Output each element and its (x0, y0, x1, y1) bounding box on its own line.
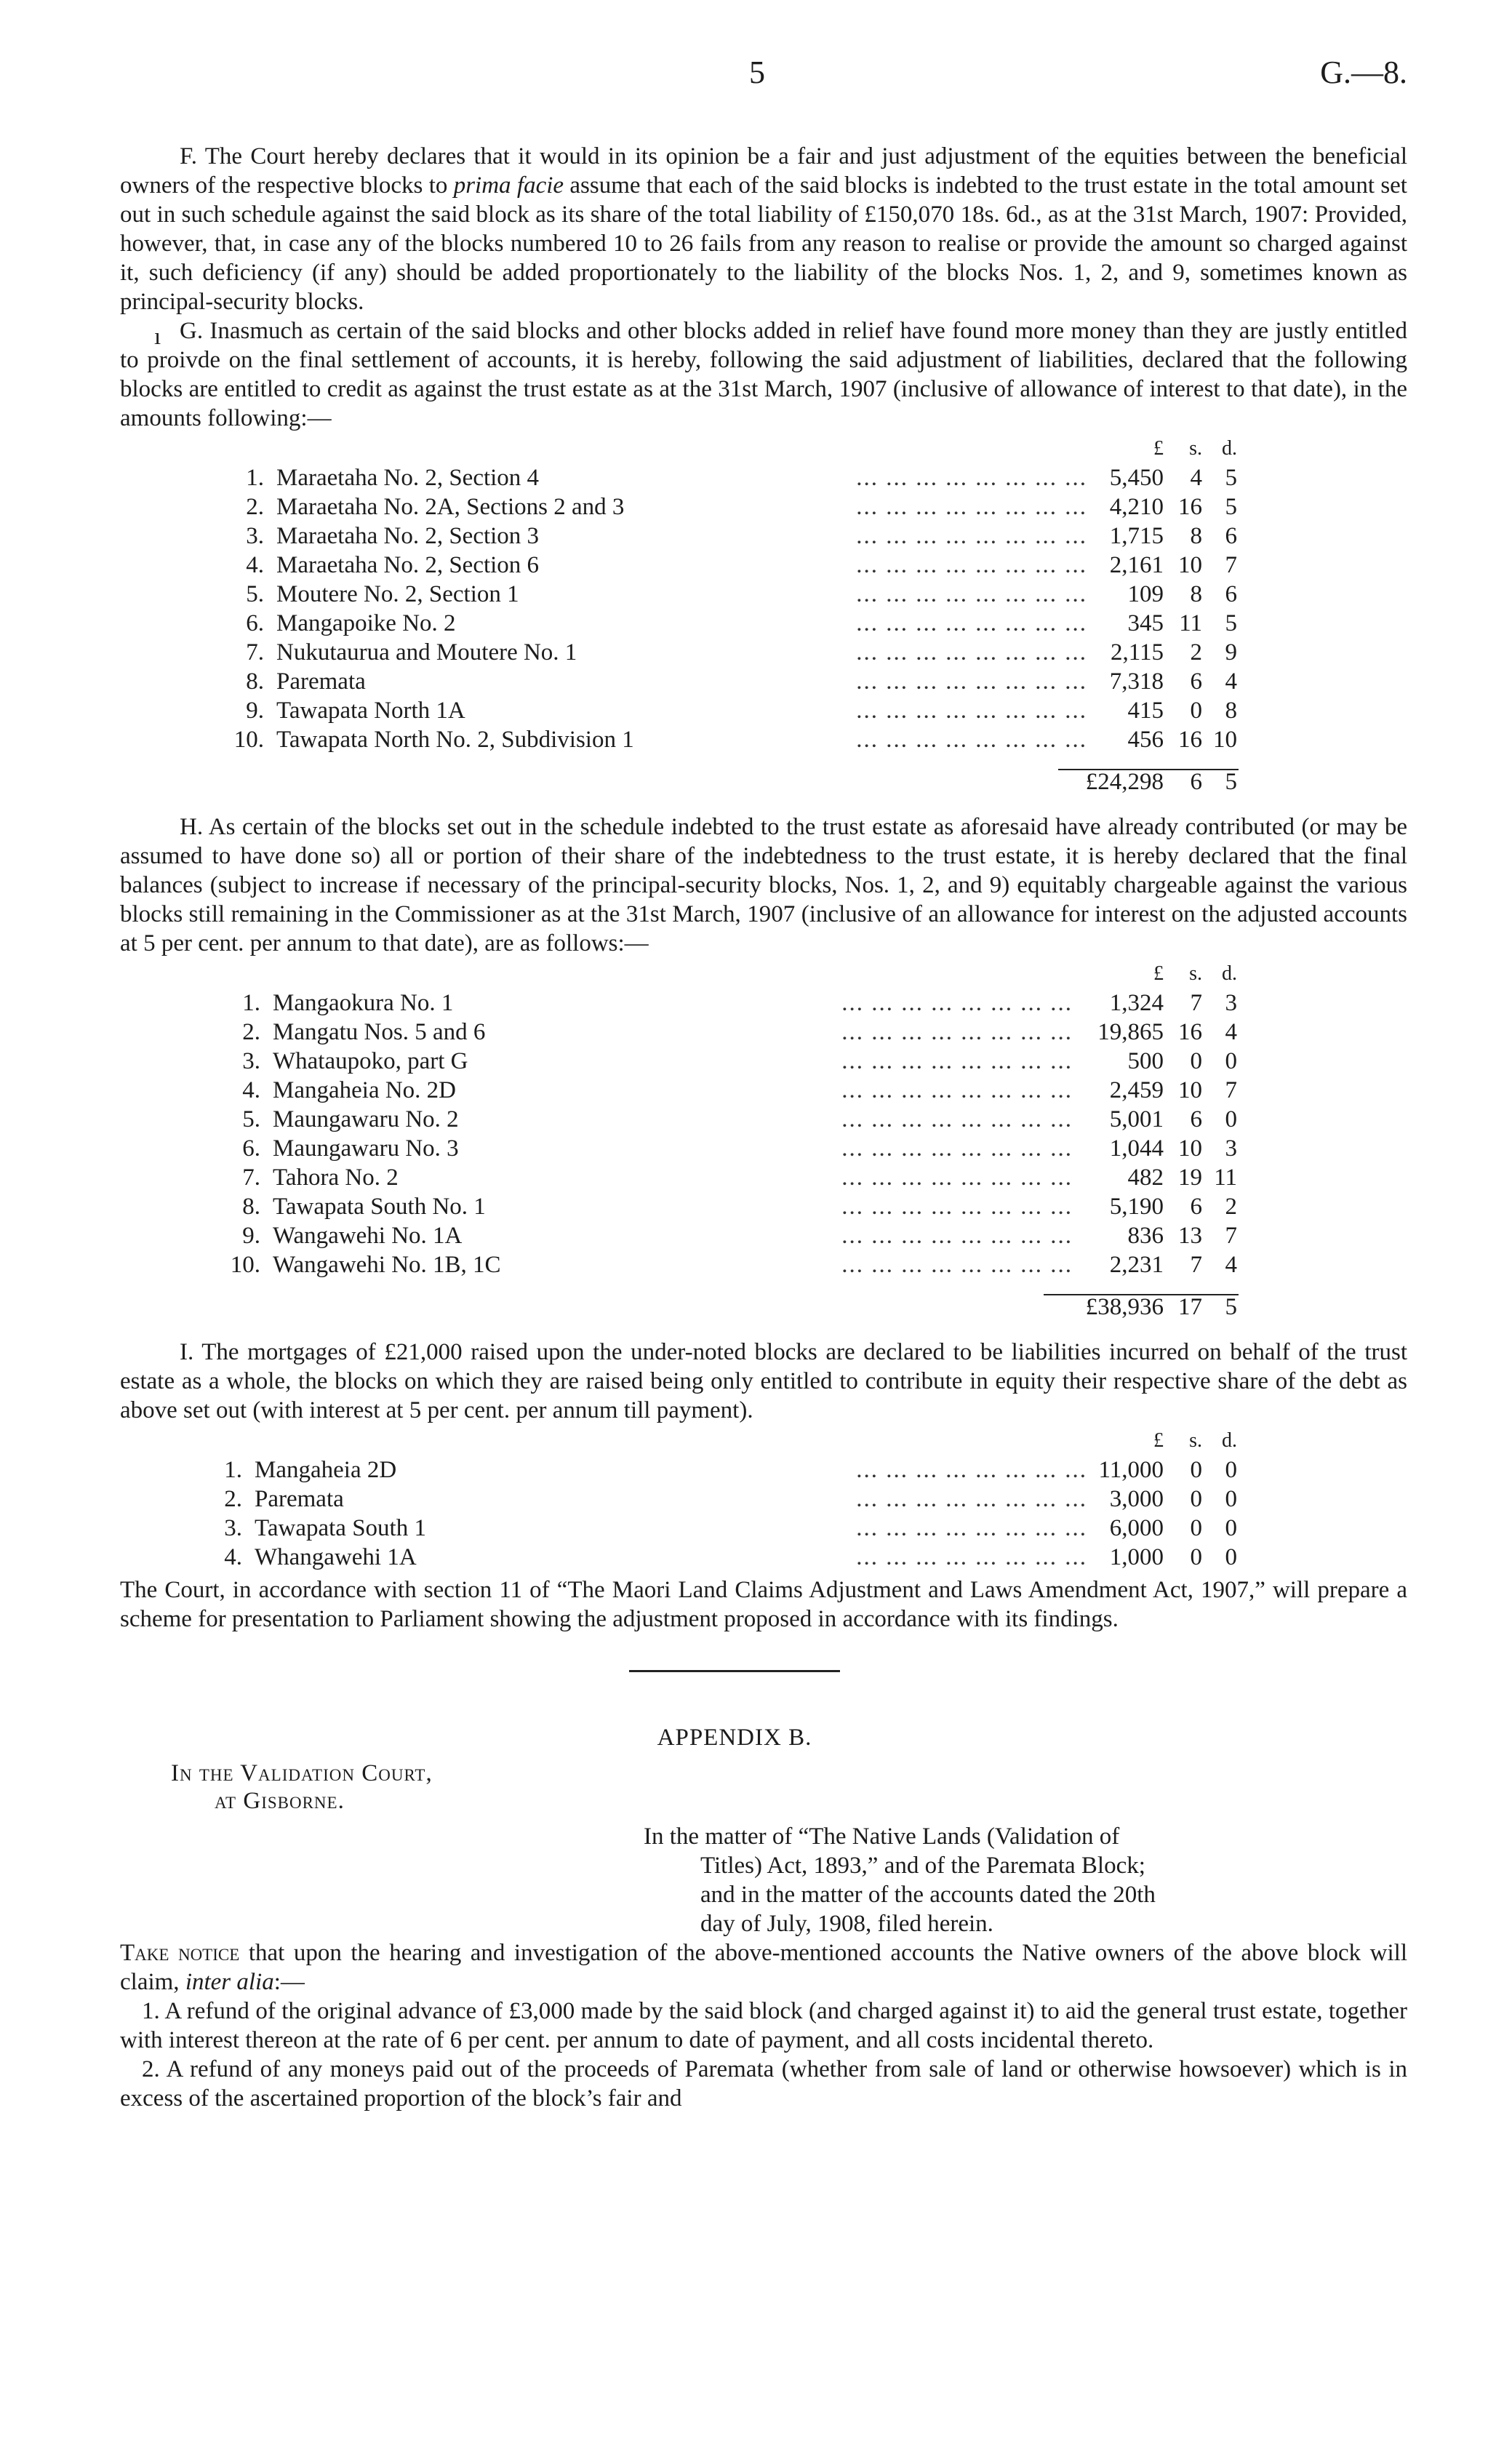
block-name: Wangawehi No. 1B, 1C (273, 1252, 501, 1278)
pounds-value: 5,450 (1109, 465, 1164, 491)
leader-dots: ... ... ... ... ... ... ... ... (841, 1252, 1073, 1278)
pence-value: 4 (1225, 1019, 1237, 1045)
shillings-value: 6 (1190, 1194, 1202, 1220)
row-number: 5. (246, 581, 264, 607)
row-number: 4. (246, 552, 264, 578)
shillings-header: s. (1189, 1429, 1202, 1452)
shillings-value: 0 (1190, 1515, 1202, 1541)
row-number: 2. (224, 1486, 242, 1512)
table-row (120, 1018, 1407, 1047)
pounds-value: 4,210 (1109, 494, 1164, 520)
pence-value: 5 (1225, 610, 1237, 636)
row-number: 2. (246, 494, 264, 520)
document-page (120, 55, 1407, 2113)
row-number: 8. (246, 668, 264, 695)
pounds-value: 1,324 (1109, 990, 1164, 1016)
matter-line-4: day of July, 1908, filed herein. (700, 1911, 993, 1937)
pounds-value: 415 (1127, 698, 1164, 724)
leader-dots: ... ... ... ... ... ... ... ... (841, 1194, 1073, 1220)
row-number: 6. (246, 610, 264, 636)
pounds-header: £ (1153, 962, 1164, 985)
table-row (120, 522, 1407, 551)
pence-value: 0 (1225, 1048, 1237, 1074)
row-number: 8. (242, 1194, 260, 1220)
leader-dots: ... ... ... ... ... ... ... ... (841, 1077, 1073, 1103)
pounds-value: 1,044 (1109, 1135, 1164, 1162)
block-name: Maungawaru No. 3 (273, 1135, 459, 1162)
credit-table (120, 434, 1407, 812)
pence-header: d. (1222, 437, 1237, 460)
currency-header-row (120, 434, 1407, 463)
shillings-value: 10 (1178, 1135, 1202, 1162)
total-pence: 5 (1225, 1294, 1237, 1320)
row-number: 4. (242, 1077, 260, 1103)
pounds-value: 109 (1127, 581, 1164, 607)
shillings-value: 6 (1190, 1106, 1202, 1132)
total-row (120, 767, 1407, 796)
block-name: Mangaokura No. 1 (273, 990, 454, 1016)
row-number: 9. (246, 698, 264, 724)
pence-value: 0 (1225, 1457, 1237, 1483)
pence-value: 3 (1225, 1135, 1237, 1162)
row-number: 1. (246, 465, 264, 491)
table-row (120, 988, 1407, 1018)
pounds-value: 5,001 (1109, 1106, 1164, 1132)
pence-value: 4 (1225, 1252, 1237, 1278)
pence-value: 9 (1225, 639, 1237, 666)
row-number: 1. (224, 1457, 242, 1483)
leader-dots: ... ... ... ... ... ... ... ... (841, 990, 1073, 1016)
matter-line-2: Titles) Act, 1893,” and of the Paremata Block; (700, 1853, 1145, 1879)
pounds-value: 2,115 (1110, 639, 1164, 666)
block-name: Maraetaha No. 2, Section 4 (276, 465, 540, 491)
leader-dots: ... ... ... ... ... ... ... ... (856, 1515, 1087, 1541)
pence-value: 7 (1225, 1223, 1237, 1249)
table-row (120, 725, 1407, 754)
pounds-header: £ (1153, 437, 1164, 460)
pence-value: 6 (1225, 523, 1237, 549)
row-number: 1. (242, 990, 260, 1016)
shillings-value: 13 (1178, 1223, 1202, 1249)
block-name: Tawapata South 1 (255, 1515, 426, 1541)
leader-dots: ... ... ... ... ... ... ... ... (856, 523, 1087, 549)
block-name: Mangapoike No. 2 (276, 610, 456, 636)
block-name: Mangaheia No. 2D (273, 1077, 457, 1103)
page-header (120, 55, 1407, 100)
pounds-value: 456 (1127, 727, 1164, 753)
row-number: 4. (224, 1544, 242, 1570)
block-name: Tahora No. 2 (273, 1164, 399, 1191)
pence-value: 4 (1225, 668, 1237, 695)
pounds-value: 1,715 (1109, 523, 1164, 549)
shillings-value: 7 (1190, 990, 1202, 1016)
row-number: 7. (246, 639, 264, 666)
block-name: Tawapata North No. 2, Subdivision 1 (276, 727, 634, 753)
table-row (120, 1514, 1407, 1543)
matter-heading (644, 1822, 1407, 1938)
pounds-value: 11,000 (1098, 1457, 1164, 1483)
leader-dots: ... ... ... ... ... ... ... ... (841, 1019, 1073, 1045)
shillings-value: 16 (1178, 727, 1202, 753)
leader-dots: ... ... ... ... ... ... ... ... (856, 1544, 1087, 1570)
pounds-value: 1,000 (1109, 1544, 1164, 1570)
leader-dots: ... ... ... ... ... ... ... ... (841, 1106, 1073, 1132)
pence-value: 0 (1225, 1515, 1237, 1541)
pounds-value: 3,000 (1109, 1486, 1164, 1512)
table-row (120, 1134, 1407, 1163)
leader-dots: ... ... ... ... ... ... ... ... (856, 552, 1087, 578)
block-name: Maraetaha No. 2, Section 3 (276, 523, 540, 549)
block-name: Whangawehi 1A (255, 1544, 417, 1570)
total-shillings: 17 (1178, 1294, 1202, 1320)
shillings-value: 0 (1190, 1544, 1202, 1570)
pence-value: 7 (1225, 552, 1237, 578)
table-row (120, 1105, 1407, 1134)
row-number: 5. (242, 1106, 260, 1132)
total-row (120, 1293, 1407, 1322)
row-number: 6. (242, 1135, 260, 1162)
document-series: G.—8. (1320, 55, 1407, 90)
block-name: Maraetaha No. 2, Section 6 (276, 552, 540, 578)
pence-value: 5 (1225, 494, 1237, 520)
leader-dots: ... ... ... ... ... ... ... ... (856, 639, 1087, 666)
table-row (120, 609, 1407, 638)
total-pounds: £24,298 (1085, 769, 1164, 795)
block-name: Maungawaru No. 2 (273, 1106, 459, 1132)
row-number: 3. (242, 1048, 260, 1074)
table-row (120, 1221, 1407, 1250)
pence-value: 0 (1225, 1486, 1237, 1512)
block-name: Tawapata North 1A (276, 698, 465, 724)
block-name: Whataupoko, part G (273, 1048, 468, 1074)
table-row (120, 667, 1407, 696)
mortgages-table (120, 1426, 1407, 1575)
block-name: Tawapata South No. 1 (273, 1194, 486, 1220)
shillings-value: 4 (1190, 465, 1202, 491)
matter-line-3: and in the matter of the accounts dated the 20th (700, 1882, 1156, 1908)
court-name: In the Validation Court, (171, 1760, 433, 1786)
leader-dots: ... ... ... ... ... ... ... ... (841, 1048, 1073, 1074)
leader-dots: ... ... ... ... ... ... ... ... (856, 581, 1087, 607)
shillings-header: s. (1189, 437, 1202, 460)
pounds-header: £ (1153, 1429, 1164, 1452)
page-number: 5 (749, 55, 765, 90)
pounds-value: 500 (1127, 1048, 1164, 1074)
shillings-value: 10 (1178, 1077, 1202, 1103)
table-row (120, 696, 1407, 725)
pence-value: 0 (1225, 1544, 1237, 1570)
leader-dots: ... ... ... ... ... ... ... ... (856, 465, 1087, 491)
block-name: Paremata (276, 668, 366, 695)
paragraph-i: I. The mortgages of £21,000 raised upon the under-noted blocks are declared to be liabilities incurred on behalf of the trust estate as a whole, the blocks on which they are raised being only entitled to contribute in equity their respective share of the debt as above set out (with interest at 5 per cent. per annum till payment). (120, 1339, 1407, 1423)
pounds-value: 2,231 (1109, 1252, 1164, 1278)
total-shillings: 6 (1190, 769, 1202, 795)
block-name: Moutere No. 2, Section 1 (276, 581, 519, 607)
table-row (120, 1192, 1407, 1221)
shillings-value: 8 (1190, 523, 1202, 549)
pounds-value: 345 (1127, 610, 1164, 636)
claim-item-1: 1. A refund of the original advance of £3,000 made by the said block (and charged against it) to aid the general trust estate, together with interest thereon at the rate of 6 per cent. per annum to date of payment, and all costs incidental thereto. (120, 1998, 1407, 2053)
table-row (120, 1455, 1407, 1485)
table-row (120, 1076, 1407, 1105)
balances-table (120, 959, 1407, 1338)
pounds-value: 2,459 (1109, 1077, 1164, 1103)
row-number: 9. (242, 1223, 260, 1249)
row-number: 3. (246, 523, 264, 549)
block-name: Wangawehi No. 1A (273, 1223, 463, 1249)
total-spacer (120, 754, 1407, 767)
leader-dots: ... ... ... ... ... ... ... ... (856, 727, 1087, 753)
court-heading (171, 1759, 1407, 1815)
notice-paragraph: Take notice that upon the hearing and investigation of the above-mentioned accounts the Native owners of the above block will claim, inter alia:— (120, 1940, 1408, 1995)
paragraph-h: H. As certain of the blocks set out in the schedule indebted to the trust estate as aforesaid have already contributed (or may be assumed to have done so) all or portion of their share of the indebtedness to the trust estate, it is hereby declared that the final balances (subject to increase if necessary of the principal-security blocks, Nos. 1, 2, and 9) equitably chargeable against the various blocks still remaining in the Commissioner as at the 31st March, 1907 (inclusive of an allowance for interest on the adjusted accounts at 5 per cent. per annum to that date), are as follows:— (120, 814, 1407, 956)
row-number: 3. (224, 1515, 242, 1541)
pounds-value: 6,000 (1109, 1515, 1164, 1541)
leader-dots: ... ... ... ... ... ... ... ... (856, 494, 1087, 520)
shillings-value: 2 (1190, 639, 1202, 666)
shillings-value: 6 (1190, 668, 1202, 695)
table-row (120, 1047, 1407, 1076)
pounds-value: 836 (1127, 1223, 1164, 1249)
pence-value: 11 (1214, 1164, 1237, 1191)
shillings-value: 19 (1178, 1164, 1202, 1191)
shillings-value: 0 (1190, 1457, 1202, 1483)
shillings-value: 8 (1190, 581, 1202, 607)
currency-header-row (120, 1426, 1407, 1455)
pence-value: 7 (1225, 1077, 1237, 1103)
shillings-value: 16 (1178, 1019, 1202, 1045)
paragraph-f: ı F. The Court hereby declares that it would in its opinion be a fair and just adjustment of the equities between the beneficial owners of the respective blocks to prima facie assume that each of the said blocks is indebted to the trust estate in the total amount set out in such schedule against the said block as its share of the total liability of £150,070 18s. 6d., as at the 31st March, 1907: Provided, however, that, in case any of the blocks numbered 10 to 26 fails from any reason to realise or provide the amount so charged against it, such deficiency (if any) should be added proportionately to the liability of the blocks Nos. 1, 2, and 9, sometimes known as principal-security blocks. (120, 143, 1407, 350)
block-name: Nukutaurua and Moutere No. 1 (276, 639, 577, 666)
pence-value: 3 (1225, 990, 1237, 1016)
leader-dots: ... ... ... ... ... ... ... ... (841, 1135, 1073, 1162)
leader-dots: ... ... ... ... ... ... ... ... (856, 668, 1087, 695)
appendix-title: APPENDIX B. (657, 1725, 812, 1751)
shillings-value: 0 (1190, 1486, 1202, 1512)
table-row (120, 1250, 1407, 1279)
table-row (120, 1163, 1407, 1192)
leader-dots: ... ... ... ... ... ... ... ... (841, 1223, 1073, 1249)
pence-value: 2 (1225, 1194, 1237, 1220)
court-location: at Gisborne. (215, 1788, 345, 1814)
table-row (120, 1485, 1407, 1514)
paragraph-g: G. Inasmuch as certain of the said blocks and other blocks added in relief have found more money than they are justly entitled to proivde on the final settlement of accounts, it is hereby, following the said adjustment of liabilities, declared that the following blocks are entitled to credit as against the trust estate as at the 31st March, 1907 (inclusive of allowance of interest to that date), in the amounts following:— (120, 318, 1407, 431)
matter-line-1: In the matter of “The Native Lands (Validation of (644, 1823, 1120, 1850)
shillings-value: 11 (1179, 610, 1202, 636)
claim-item-2: 2. A refund of any moneys paid out of the proceeds of Paremata (whether from sale of land or otherwise howsoever) which is in excess of the ascertained proportion of the block’s fair and (120, 2056, 1407, 2112)
row-number: 2. (242, 1019, 260, 1045)
leader-dots: ... ... ... ... ... ... ... ... (841, 1164, 1073, 1191)
pence-value: 0 (1225, 1106, 1237, 1132)
pence-value: 6 (1225, 581, 1237, 607)
table-row (120, 551, 1407, 580)
total-pounds: £38,936 (1085, 1294, 1164, 1320)
shillings-value: 16 (1178, 494, 1202, 520)
table-row (120, 580, 1407, 609)
pounds-value: 7,318 (1109, 668, 1164, 695)
table-row (120, 463, 1407, 492)
pounds-value: 5,190 (1109, 1194, 1164, 1220)
block-name: Mangaheia 2D (255, 1457, 397, 1483)
pounds-value: 2,161 (1109, 552, 1164, 578)
block-name: Maraetaha No. 2A, Sections 2 and 3 (276, 494, 625, 520)
table-row (120, 638, 1407, 667)
shillings-value: 10 (1178, 552, 1202, 578)
row-number: 10. (230, 1252, 260, 1278)
shillings-value: 7 (1190, 1252, 1202, 1278)
leader-dots: ... ... ... ... ... ... ... ... (856, 1457, 1087, 1483)
section-divider (629, 1670, 840, 1672)
pence-value: 10 (1213, 727, 1237, 753)
total-pence: 5 (1225, 769, 1237, 795)
pence-value: 8 (1225, 698, 1237, 724)
pounds-value: 19,865 (1097, 1019, 1164, 1045)
shillings-value: 0 (1190, 698, 1202, 724)
pounds-value: 482 (1127, 1164, 1164, 1191)
pence-header: d. (1222, 962, 1237, 985)
shillings-value: 0 (1190, 1048, 1202, 1074)
pence-value: 5 (1225, 465, 1237, 491)
row-number: 7. (242, 1164, 260, 1191)
table-row (120, 492, 1407, 522)
leader-dots: ... ... ... ... ... ... ... ... (856, 1486, 1087, 1512)
currency-header-row (120, 959, 1407, 988)
pence-header: d. (1222, 1429, 1237, 1452)
leader-dots: ... ... ... ... ... ... ... ... (856, 610, 1087, 636)
shillings-header: s. (1189, 962, 1202, 985)
row-number: 10. (233, 727, 264, 753)
block-name: Paremata (255, 1486, 344, 1512)
leader-dots: ... ... ... ... ... ... ... ... (856, 698, 1087, 724)
table-row (120, 1543, 1407, 1572)
total-spacer (120, 1279, 1407, 1293)
paragraph-court-scheme: The Court, in accordance with section 11 of “The Maori Land Claims Adjustment and Laws Amendment Act, 1907,” will prepare a scheme for presentation to Parliament showing the adjustment proposed in accordance with its findings. (120, 1577, 1407, 1632)
block-name: Mangatu Nos. 5 and 6 (273, 1019, 486, 1045)
